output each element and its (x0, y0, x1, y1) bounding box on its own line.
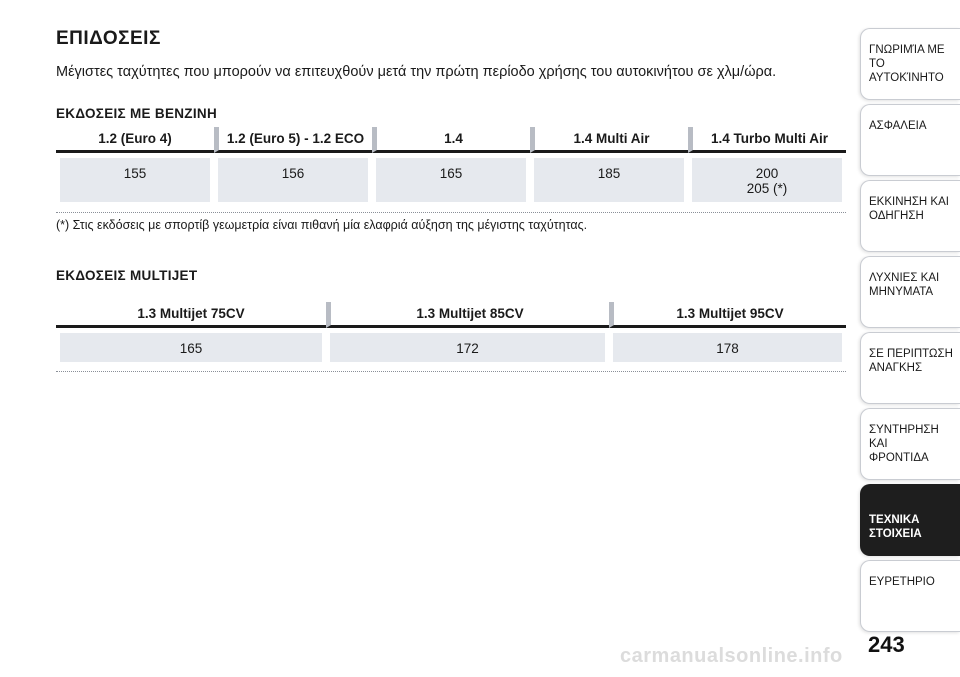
table-cell-value: 200 (755, 166, 779, 181)
tab-safety[interactable] (860, 104, 960, 176)
table-header-row (56, 302, 846, 328)
table-header-row (56, 127, 846, 153)
tab-starting-driving[interactable] (860, 180, 960, 252)
table-cell (688, 153, 846, 208)
tab-maintenance-care[interactable] (860, 408, 960, 480)
tab-getting-to-know[interactable] (860, 28, 960, 100)
table-header: 1.4 (372, 127, 530, 153)
page-number: 243 (868, 632, 905, 657)
diesel-section-title: ΕΚΔΟΣΕΙΣ MULTIJET (56, 268, 198, 283)
chapter-tabs (860, 28, 960, 636)
table-row (56, 153, 846, 208)
tab-label: ΑΣΦΑΛΕΙΑ (869, 120, 927, 132)
tab-label: ΣΥΝΤΗΡΗΣΗ ΚΑΙ (869, 424, 939, 450)
table-header: 1.4 Multi Air (530, 127, 688, 153)
petrol-speed-table (56, 127, 846, 208)
tab-label: ΣΕ ΠΕΡΙΠΤΩΣΗ (869, 348, 953, 360)
tab-index[interactable] (860, 560, 960, 632)
tab-label: ΟΔΗΓΗΣΗ (869, 210, 924, 222)
table-cell: 178 (609, 328, 846, 368)
table-cell: 155 (56, 153, 214, 208)
table-cell: 185 (530, 153, 688, 208)
tab-technical-data[interactable] (860, 484, 960, 556)
table-cell: 172 (326, 328, 609, 368)
tab-label: ΜΗΝΥΜΑΤΑ (869, 286, 934, 298)
table-cell: 156 (214, 153, 372, 208)
intro-text: Μέγιστες ταχύτητες που μπορούν να επιτευχθούν μετά την πρώτη περίοδο χρήσης του αυτοκινήτου σε χλμ/ώρα. (56, 64, 777, 80)
tab-label: ΤΕΧΝΙΚΑ ΣΤΟΙΧΕΙΑ (869, 514, 922, 540)
watermark: carmanualsonline.info (620, 645, 843, 667)
table-cell-extra-value: 205 (*) (746, 181, 788, 196)
tab-label: ΑΝΑΓΚΗΣ (869, 362, 923, 374)
tab-emergency[interactable] (860, 332, 960, 404)
tab-warning-lights[interactable] (860, 256, 960, 328)
tab-label: ΑΥΤΟΚΊΝΗΤΟ (869, 72, 944, 84)
table-header: 1.4 Turbo Multi Air (688, 127, 846, 153)
diesel-speed-table (56, 302, 846, 368)
tab-label: ΕΥΡΕΤΗΡΙΟ (869, 576, 935, 588)
table-cell: 165 (56, 328, 326, 368)
table-row (56, 328, 846, 368)
footnote: (*) Στις εκδόσεις με σπορτίβ γεωμετρία είναι πιθανή μία ελαφριά αύξηση της μέγιστης ταχύτητας. (56, 218, 588, 232)
tab-label: ΦΡΟΝΤΙΔΑ (869, 452, 929, 464)
tab-label: ΕΚΚΙΝΗΣΗ ΚΑΙ (869, 196, 949, 208)
table-header: 1.3 Multijet 95CV (609, 302, 846, 328)
dotted-divider (56, 371, 846, 372)
tab-label: ΓΝΩΡΙΜΊΑ ΜΕ ΤΟ (869, 44, 945, 70)
tab-label: ΛΥΧΝΙΕΣ ΚΑΙ (869, 272, 940, 284)
table-header: 1.2 (Euro 4) (56, 127, 214, 153)
page-title: ΕΠΙΔΟΣΕΙΣ (56, 28, 161, 49)
table-cell: 165 (372, 153, 530, 208)
petrol-section-title: ΕΚΔΟΣΕΙΣ ΜΕ ΒΕΝΖΙΝΗ (56, 106, 218, 121)
dotted-divider (56, 212, 846, 213)
table-header: 1.3 Multijet 85CV (326, 302, 609, 328)
table-header: 1.2 (Euro 5) - 1.2 ECO (214, 127, 372, 153)
table-header: 1.3 Multijet 75CV (56, 302, 326, 328)
